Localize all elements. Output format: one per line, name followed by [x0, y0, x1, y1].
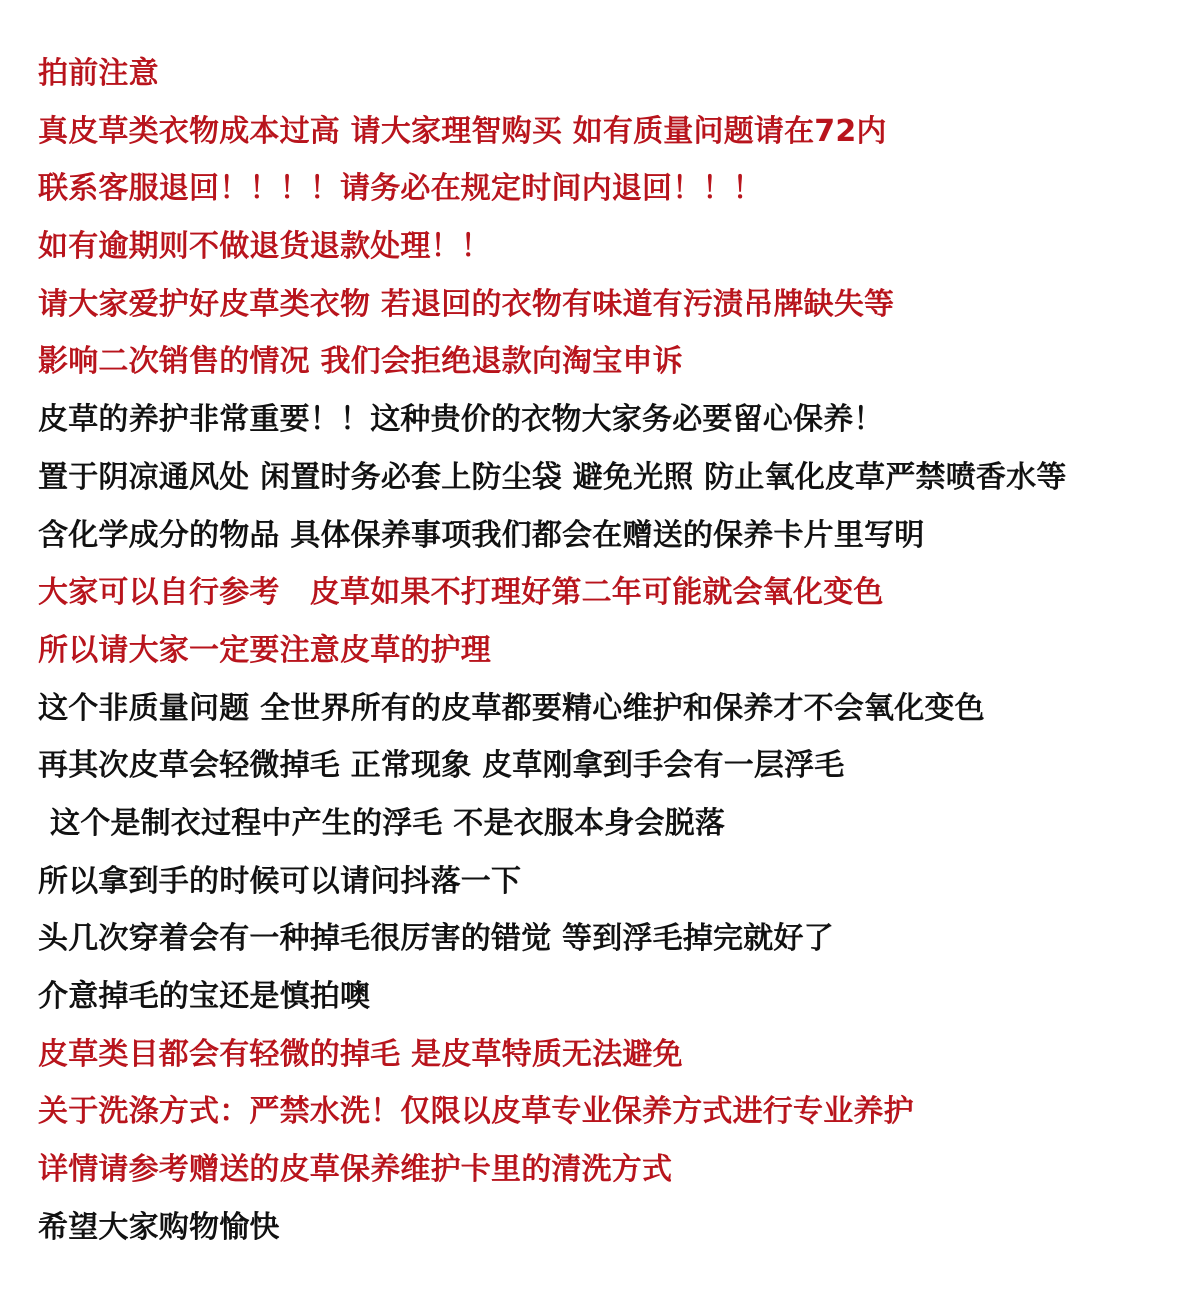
- notice-line-overdue: 如有逾期则不做退货退款处理！！: [38, 229, 491, 265]
- notice-line-care-return: 请大家爱护好皮草类衣物 若退回的衣物有味道有污渍吊牌缺失等: [38, 286, 895, 322]
- notice-line-unavoidable: 皮草类目都会有轻微的掉毛 是皮草特质无法避免: [38, 1036, 683, 1072]
- purchase-notice: [38, 45, 1188, 1256]
- notice-line-chemicals: 含化学成分的物品 具体保养事项我们都会在赠送的保养卡片里写明: [38, 517, 925, 553]
- notice-line-not-quality-issue: 这个非质量问题 全世界所有的皮草都要精心维护和保养才不会氧化变色: [38, 690, 985, 726]
- notice-line-maintenance: 皮草的养护非常重要！！这种贵价的衣物大家务必要留心保养！: [38, 402, 884, 438]
- notice-line-refund-refusal: 影响二次销售的情况 我们会拒绝退款向淘宝申诉: [38, 344, 683, 380]
- notice-line-closing: 希望大家购物愉快: [38, 1209, 280, 1245]
- notice-line-first-wear: 头几次穿着会有一种掉毛很厉害的错觉 等到浮毛掉完就好了: [38, 921, 834, 957]
- notice-title: 拍前注意: [38, 56, 159, 91]
- notice-line-mind-shedding: 介意掉毛的宝还是慎拍噢: [38, 979, 371, 1014]
- notice-line-shedding: 再其次皮草会轻微掉毛 正常现象 皮草刚拿到手会有一层浮毛: [38, 748, 845, 784]
- notice-line-storage: 置于阴凉通风处 闲置时务必套上防尘袋 避免光照 防止氧化皮草严禁喷香水等: [38, 459, 1067, 495]
- notice-line-oxidation: 大家可以自行参考 皮草如果不打理好第二年可能就会氧化变色: [38, 575, 884, 611]
- notice-line-cost-quality: 真皮草类衣物成本过高 请大家理智购买 如有质量问题请在72内: [38, 113, 887, 149]
- notice-line-washing: 关于洗涤方式：严禁水洗！仅限以皮草专业保养方式进行专业养护: [38, 1094, 914, 1130]
- notice-line-care-attention: 所以请大家一定要注意皮草的护理: [38, 632, 491, 668]
- notice-line-contact-return: 联系客服退回！！！！请务必在规定时间内退回！！！: [38, 171, 763, 207]
- notice-line-shake-off: 所以拿到手的时候可以请问抖落一下: [38, 863, 522, 899]
- notice-line-loose-fur: 这个是制衣过程中产生的浮毛 不是衣服本身会脱落: [50, 805, 726, 841]
- notice-line-care-card: 详情请参考赠送的皮草保养维护卡里的清洗方式: [38, 1152, 673, 1188]
